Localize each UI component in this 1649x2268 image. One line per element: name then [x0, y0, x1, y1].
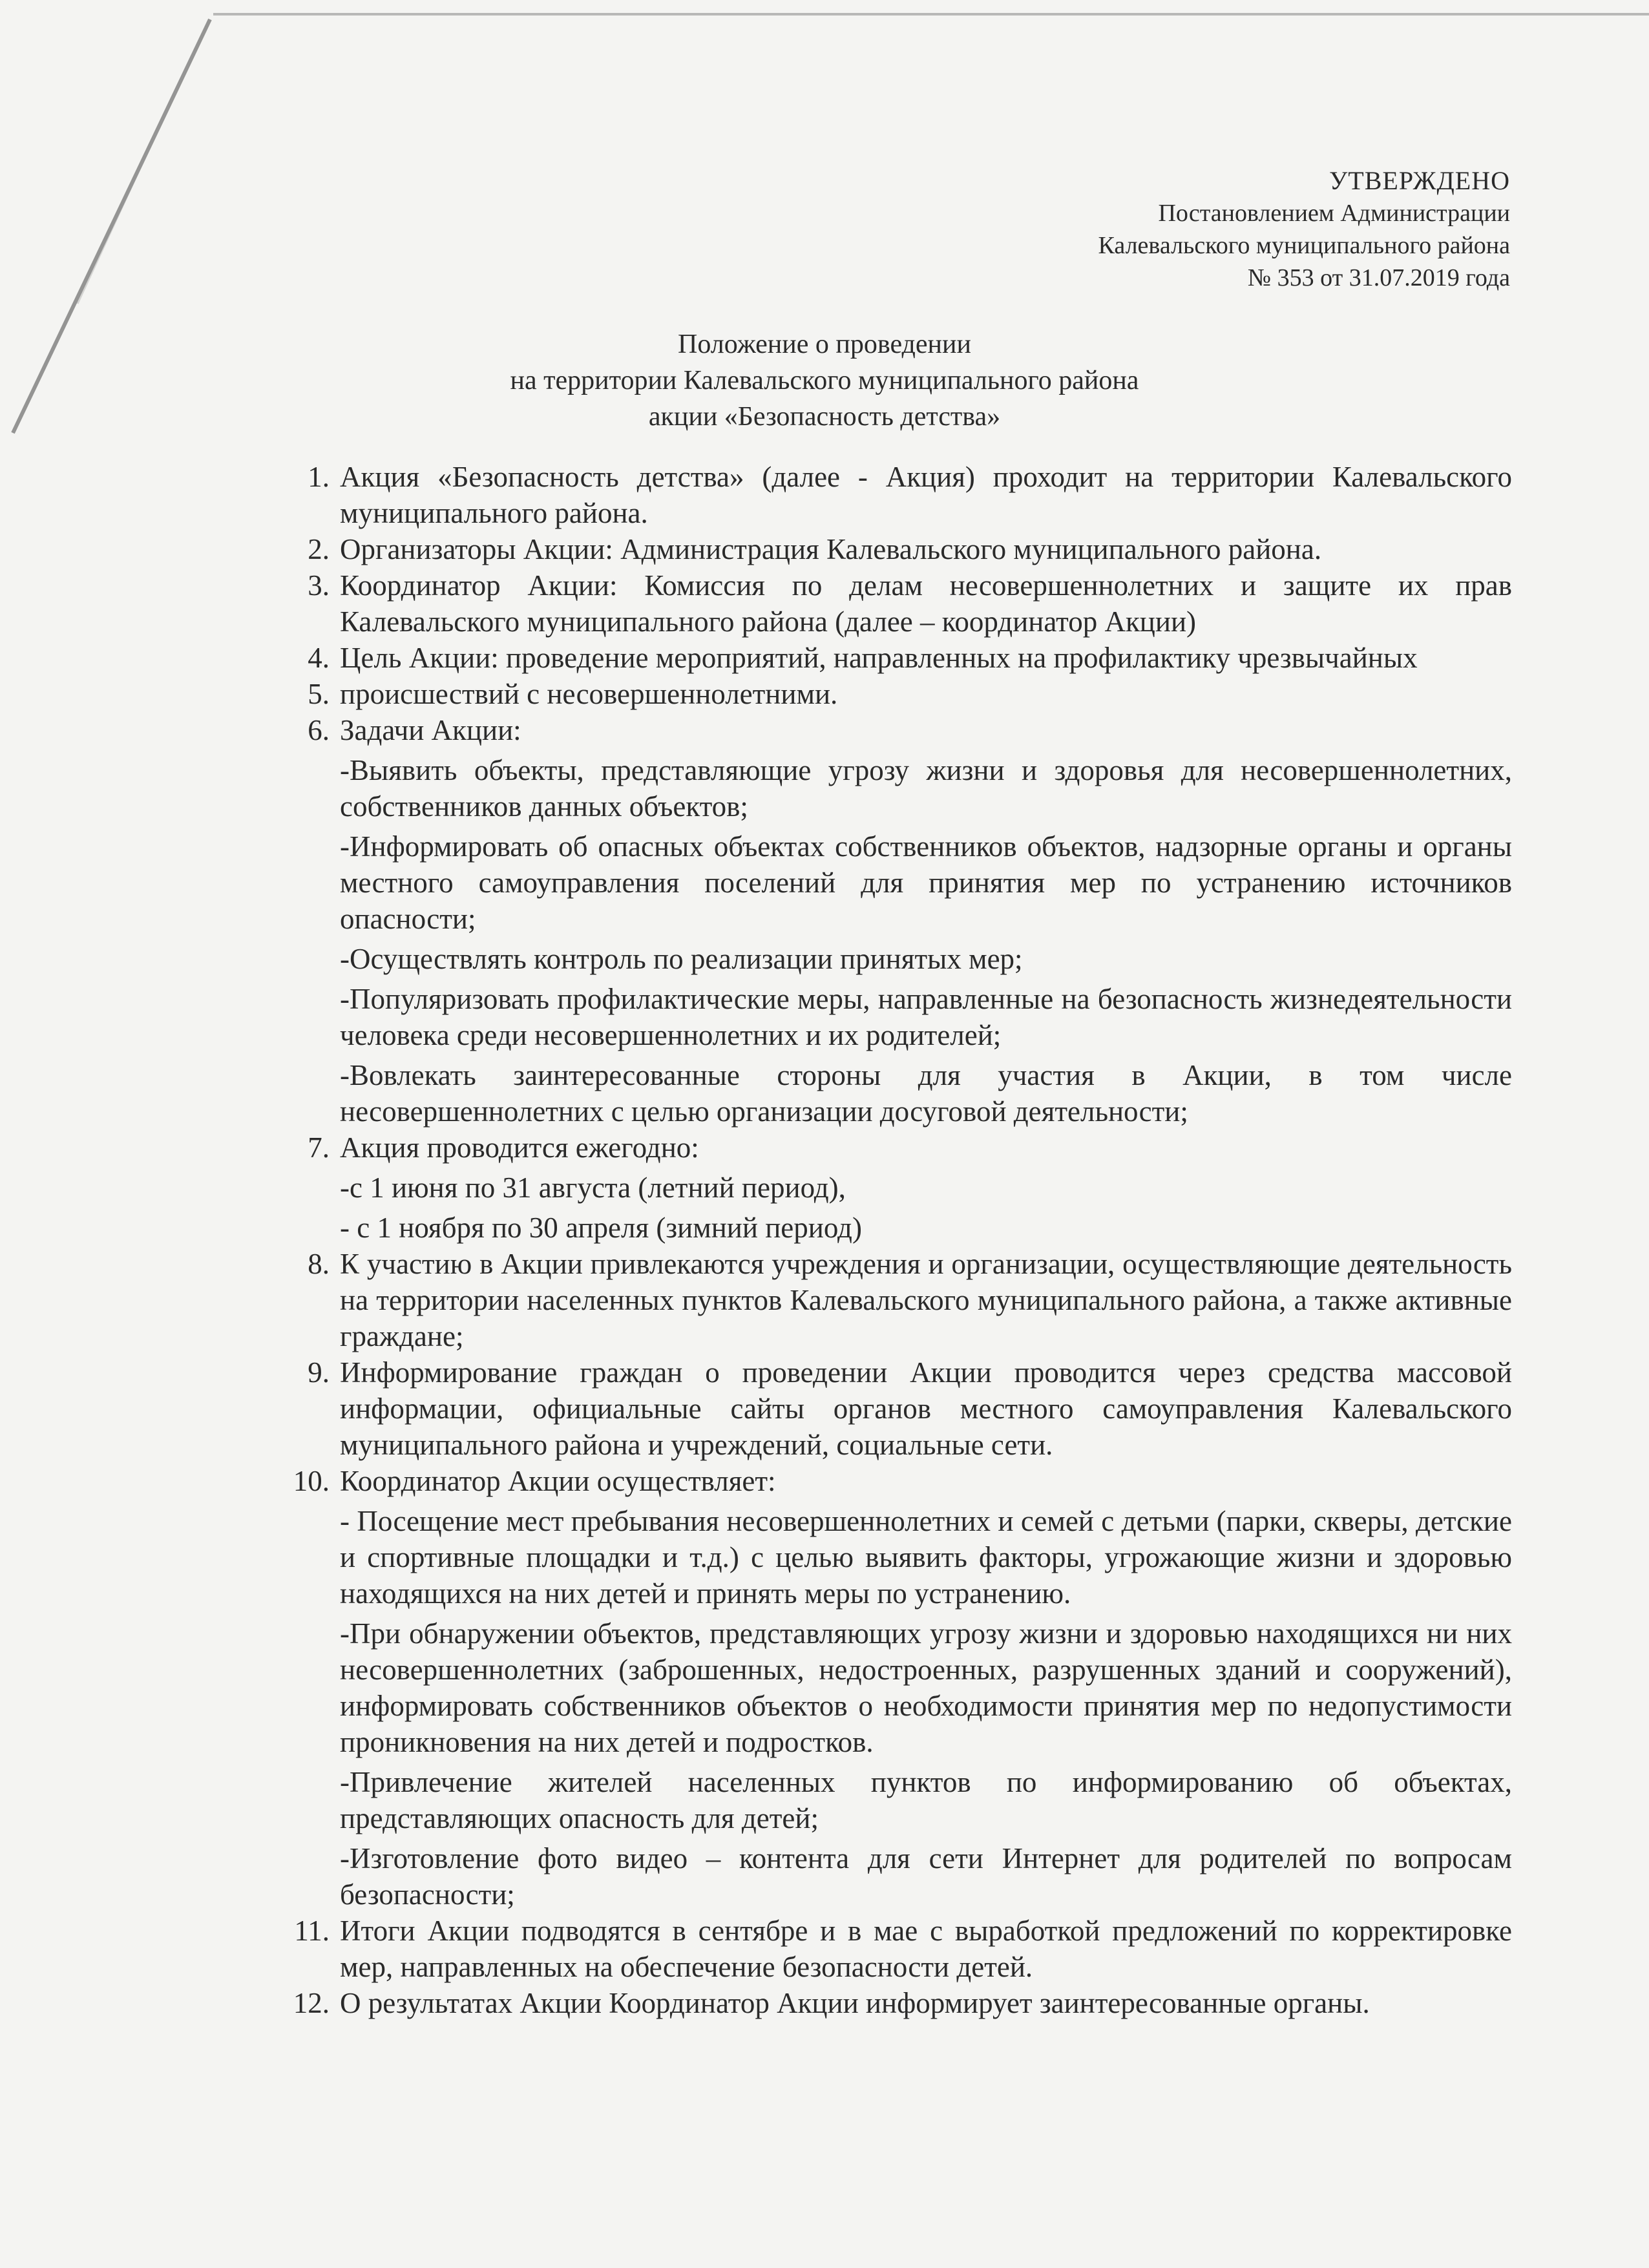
list-item [278, 712, 1512, 1129]
item-subpoint: -Изготовление фото видео – контента для сети Интернет для родителей по вопросам безопасности; [340, 1842, 1512, 1911]
item-number: 9. [308, 1356, 330, 1389]
item-text: Цель Акции: проведение мероприятий, направленных на профилактику чрезвычайных [340, 642, 1418, 674]
item-number: 12. [293, 1987, 330, 2019]
approval-line: Калевальского муниципального района [1098, 232, 1510, 259]
list-item [278, 1129, 1512, 1246]
approval-line: Постановлением Администрации [1158, 200, 1510, 227]
list-item [278, 531, 1512, 567]
item-text: Акция «Безопасность детства» (далее - Акция) проходит на территории Калевальского муниципального района. [340, 461, 1512, 529]
item-number: 7. [308, 1131, 330, 1164]
title-line: Положение о проведении [678, 330, 971, 359]
item-text: Организаторы Акции: Администрация Калевальского муниципального района. [340, 533, 1322, 565]
item-text: Координатор Акции осуществляет: [340, 1465, 776, 1497]
item-number: 6. [308, 714, 330, 746]
approval-heading: УТВЕРЖДЕНО [1329, 166, 1510, 195]
list-item [278, 676, 1512, 712]
list-item [278, 1246, 1512, 1354]
item-subpoint: -Информировать об опасных объектах собственников объектов, надзорные органы и органы местного самоуправления поселений для принятия мер по устранению источников опасности; [340, 830, 1512, 935]
item-subpoint: -Популяризовать профилактические меры, направленные на безопасность жизнедеятельности человека среди несовершеннолетних и их родителей; [340, 983, 1512, 1051]
title-line: акции «Безопасность детства» [648, 402, 1001, 432]
item-subpoint: -с 1 июня по 31 августа (летний период), [340, 1171, 846, 1204]
list-item [278, 1463, 1512, 1913]
item-text: Информирование граждан о проведении Акции проводится через средства массовой информации, официальные сайты органов местного самоуправления Калевальского муниципального района и учреждений, социальные сети. [340, 1356, 1512, 1461]
item-subpoint: -Привлечение жителей населенных пунктов по информированию об объектах, представляющих опасность для детей; [340, 1766, 1512, 1834]
item-subpoint: -Осуществлять контроль по реализации принятых мер; [340, 943, 1023, 975]
list-item [278, 1913, 1512, 1985]
item-number: 10. [293, 1465, 330, 1497]
item-number: 8. [308, 1248, 330, 1280]
item-number: 1. [308, 461, 330, 493]
item-subpoint: - Посещение мест пребывания несовершеннолетних и семей с детьми (парки, скверы, детские и спортивные площадки и т.д.) с целью выявить факторы, угрожающие жизни и здоровью находящихся на них детей и принять меры по устранению. [340, 1505, 1512, 1610]
item-number: 3. [308, 569, 330, 602]
item-number: 2. [308, 533, 330, 565]
list-item [278, 640, 1512, 676]
regulation-items-list [278, 459, 1512, 2021]
document-title [0, 326, 1649, 435]
item-subpoint: - с 1 ноября по 30 апреля (зимний период) [340, 1212, 862, 1244]
list-item [278, 459, 1512, 531]
item-subpoint: -Выявить объекты, представляющие угрозу жизни и здоровья для несовершеннолетних, собственников данных объектов; [340, 754, 1512, 823]
item-text: Итоги Акции подводятся в сентябре и в мае с выработкой предложений по корректировке мер, направленных на обеспечение безопасности детей. [340, 1915, 1512, 1983]
item-text: Координатор Акции: Комиссия по делам несовершеннолетних и защите их прав Калевальского муниципального района (далее – координатор Акции) [340, 569, 1512, 638]
item-text: К участию в Акции привлекаются учреждения и организации, осуществляющие деятельность на территории населенных пунктов Калевальского муниципального района, а также активные граждане; [340, 1248, 1512, 1352]
item-text: О результатах Акции Координатор Акции информирует заинтересованные органы. [340, 1987, 1370, 2019]
list-item [278, 1354, 1512, 1463]
item-number: 5. [308, 678, 330, 710]
approval-stamp-block [1098, 165, 1510, 294]
item-text: Задачи Акции: [340, 714, 521, 746]
item-subpoint: -Вовлекать заинтересованные стороны для участия в Акции, в том числе несовершеннолетних с целью организации досуговой деятельности; [340, 1059, 1512, 1128]
title-line: на территории Калевальского муниципального района [510, 366, 1139, 395]
list-item [278, 1985, 1512, 2021]
item-number: 4. [308, 642, 330, 674]
item-subpoint: -При обнаружении объектов, представляющих угрозу жизни и здоровью находящихся ни них несовершеннолетних (заброшенных, недостроенных, разрушенных зданий и сооружений), информировать собственников объектов о необходимости принятия мер по недопустимости проникновения на них детей и подростков. [340, 1617, 1512, 1758]
list-item [278, 567, 1512, 640]
item-text: Акция проводится ежегодно: [340, 1131, 699, 1164]
item-number: 11. [294, 1915, 330, 1947]
item-text: происшествий с несовершеннолетними. [340, 678, 838, 710]
approval-line: № 353 от 31.07.2019 года [1247, 264, 1510, 291]
